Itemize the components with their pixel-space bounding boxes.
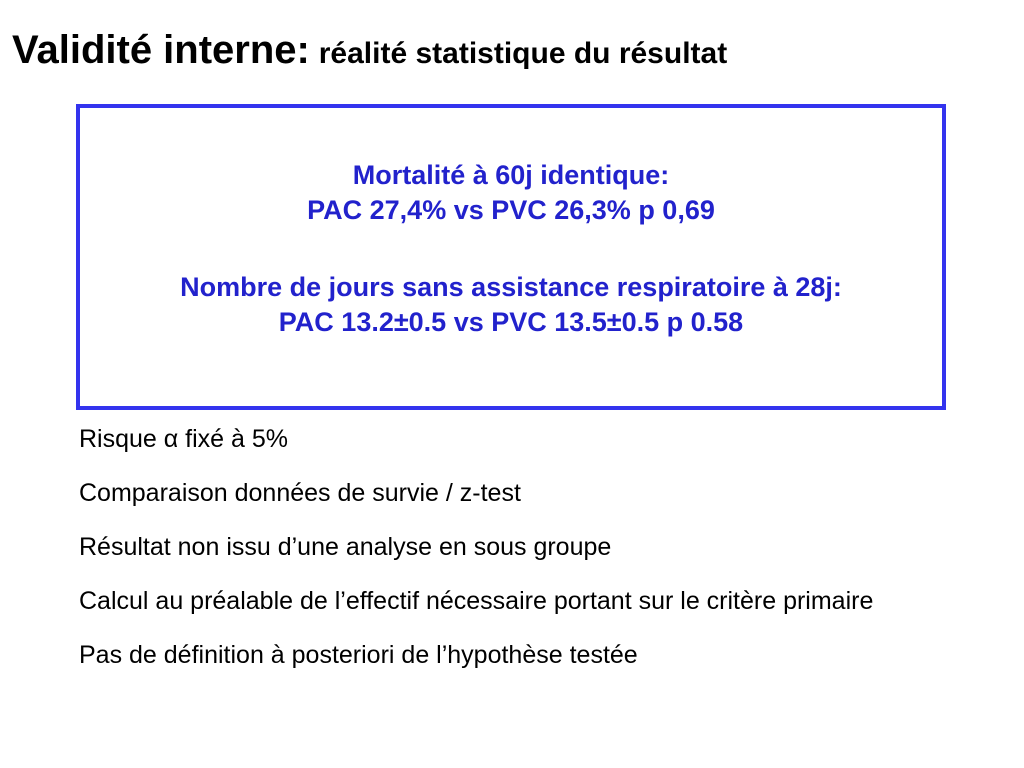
- note-no-subgroup: Résultat non issu d’une analyse en sous groupe: [79, 533, 612, 561]
- note-no-posthoc: Pas de définition à posteriori de l’hypothèse testée: [79, 641, 638, 669]
- notes-list: [79, 422, 949, 692]
- note-alpha-risk: Risque α fixé à 5%: [79, 425, 288, 453]
- slide-title: [12, 30, 727, 70]
- mortality-values: PAC 27,4% vs PVC 26,3% p 0,69: [307, 195, 715, 225]
- ventilator-free-days-values: PAC 13.2±0.5 vs PVC 13.5±0.5 p 0.58: [278, 307, 744, 337]
- ventilator-free-days-heading: Nombre de jours sans assistance respiratoire à 28j:: [180, 272, 842, 302]
- title-main: Validité interne:: [12, 28, 310, 72]
- note-survival-comparison: Comparaison données de survie / z-test: [79, 479, 521, 507]
- ventilator-free-days-result: [80, 270, 942, 340]
- results-box: [76, 104, 946, 410]
- mortality-result: [80, 158, 942, 228]
- note-sample-size: Calcul au préalable de l’effectif nécessaire portant sur le critère primaire: [79, 587, 874, 615]
- mortality-heading: Mortalité à 60j identique:: [352, 160, 670, 190]
- title-subtitle: réalité statistique du résultat: [318, 37, 728, 70]
